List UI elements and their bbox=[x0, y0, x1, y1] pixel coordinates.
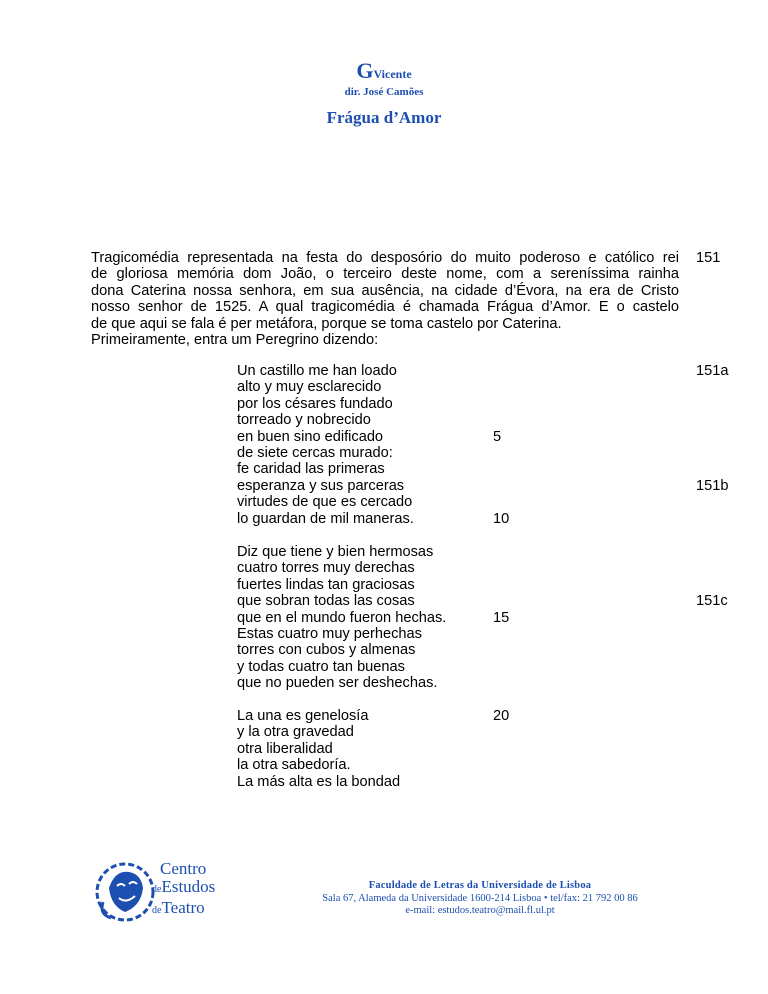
verse-line: que en el mundo fueron hechas. bbox=[237, 609, 447, 626]
intro-line: de gloriosa memória dom João, o terceiro deste nome, com a sereníssima rainha bbox=[91, 266, 679, 283]
intro-line: Tragicomédia representada na festa do desposório do muito poderoso e católico rei bbox=[91, 250, 679, 266]
author-name bbox=[0, 60, 768, 82]
intro-line: nosso senhor de 1525. A qual tragicomédia é chamada Frágua d’Amor. E o castelo bbox=[91, 299, 679, 316]
page-header bbox=[0, 60, 768, 128]
verse-line: que sobran todas las cosas bbox=[237, 593, 415, 610]
verse-line: fe caridad las primeras bbox=[237, 461, 385, 478]
verse-line: Un castillo me han loado bbox=[237, 363, 397, 379]
faculty-email[interactable]: e-mail: estudos.teatro@mail.fl.ul.pt bbox=[405, 905, 555, 916]
faculty-name: Faculdade de Letras da Universidade de Lisboa bbox=[368, 880, 592, 891]
author-surname: Vicente bbox=[373, 67, 412, 81]
verse-number: 10 bbox=[493, 511, 510, 527]
verse-number: 15 bbox=[493, 610, 510, 626]
verse-line: de siete cercas murado: bbox=[237, 445, 393, 462]
intro-line: de que aqui se fala é per metáfora, porque se toma castelo por Caterina. bbox=[91, 315, 562, 332]
verse-line: torreado y nobrecido bbox=[237, 412, 371, 429]
verse-number: 5 bbox=[493, 429, 502, 445]
verse-line: virtudes de que es cercado bbox=[237, 494, 413, 511]
intro-paragraph bbox=[91, 250, 679, 348]
verse-number: 20 bbox=[493, 708, 510, 724]
verse-line: otra liberalidad bbox=[237, 740, 333, 757]
centro-estudos-teatro-logo bbox=[95, 860, 235, 940]
faculty-address: Sala 67, Alameda da Universidade 1600-214 Lisboa • tel/fax: 21 792 00 86 bbox=[322, 893, 638, 904]
verse-line: La una es genelosía bbox=[237, 708, 369, 724]
verse-line: alto y muy esclarecido bbox=[237, 379, 382, 396]
logo-line-estudos: Estudos bbox=[161, 877, 216, 896]
verse-line: La más alta es la bondad bbox=[237, 773, 401, 790]
verse-line: fuertes lindas tan graciosas bbox=[237, 576, 415, 593]
faculty-info bbox=[300, 880, 660, 916]
logo-de: de bbox=[152, 905, 162, 916]
verse-line: Diz que tiene y bien hermosas bbox=[237, 544, 434, 560]
verse-line: en buen sino edificado bbox=[237, 428, 384, 445]
verse-line: y la otra gravedad bbox=[237, 724, 354, 741]
verse-line: esperanza y sus parceras bbox=[237, 477, 405, 494]
page-ref: 151 bbox=[696, 250, 721, 266]
logo-line-teatro: Teatro bbox=[161, 898, 205, 917]
stanza bbox=[237, 708, 400, 790]
intro-line: dona Caterina nossa senhora, em sua ausência, na cidade d’Évora, na era de Cristo bbox=[91, 282, 679, 299]
stanza bbox=[237, 544, 446, 692]
logo-wordmark bbox=[152, 860, 215, 920]
stanza bbox=[237, 363, 414, 527]
page-ref: 151c bbox=[696, 593, 728, 609]
theatre-mask-icon bbox=[95, 858, 155, 926]
verse-line: lo guardan de mil maneras. bbox=[237, 510, 414, 527]
logo-de: de bbox=[152, 884, 162, 895]
page-ref: 151b bbox=[696, 478, 729, 494]
director-credit: dir. José Camões bbox=[344, 86, 424, 98]
page-ref: 151a bbox=[696, 363, 729, 379]
verse-line: que no pueden ser deshechas. bbox=[237, 675, 438, 692]
verse-line: y todas cuatro tan buenas bbox=[237, 658, 405, 675]
verse-line: torres con cubos y almenas bbox=[237, 642, 416, 659]
verse-line: la otra sabedoría. bbox=[237, 757, 351, 774]
verse-line: cuatro torres muy derechas bbox=[237, 560, 415, 577]
logo-line-centro: Centro bbox=[160, 859, 207, 878]
author-initial: G bbox=[356, 58, 374, 83]
verse-line: por los césares fundado bbox=[237, 395, 393, 412]
intro-line: Primeiramente, entra um Peregrino dizendo: bbox=[91, 332, 379, 349]
play-title: Frágua d’Amor bbox=[326, 108, 442, 127]
verse-line: Estas cuatro muy perhechas bbox=[237, 626, 422, 643]
